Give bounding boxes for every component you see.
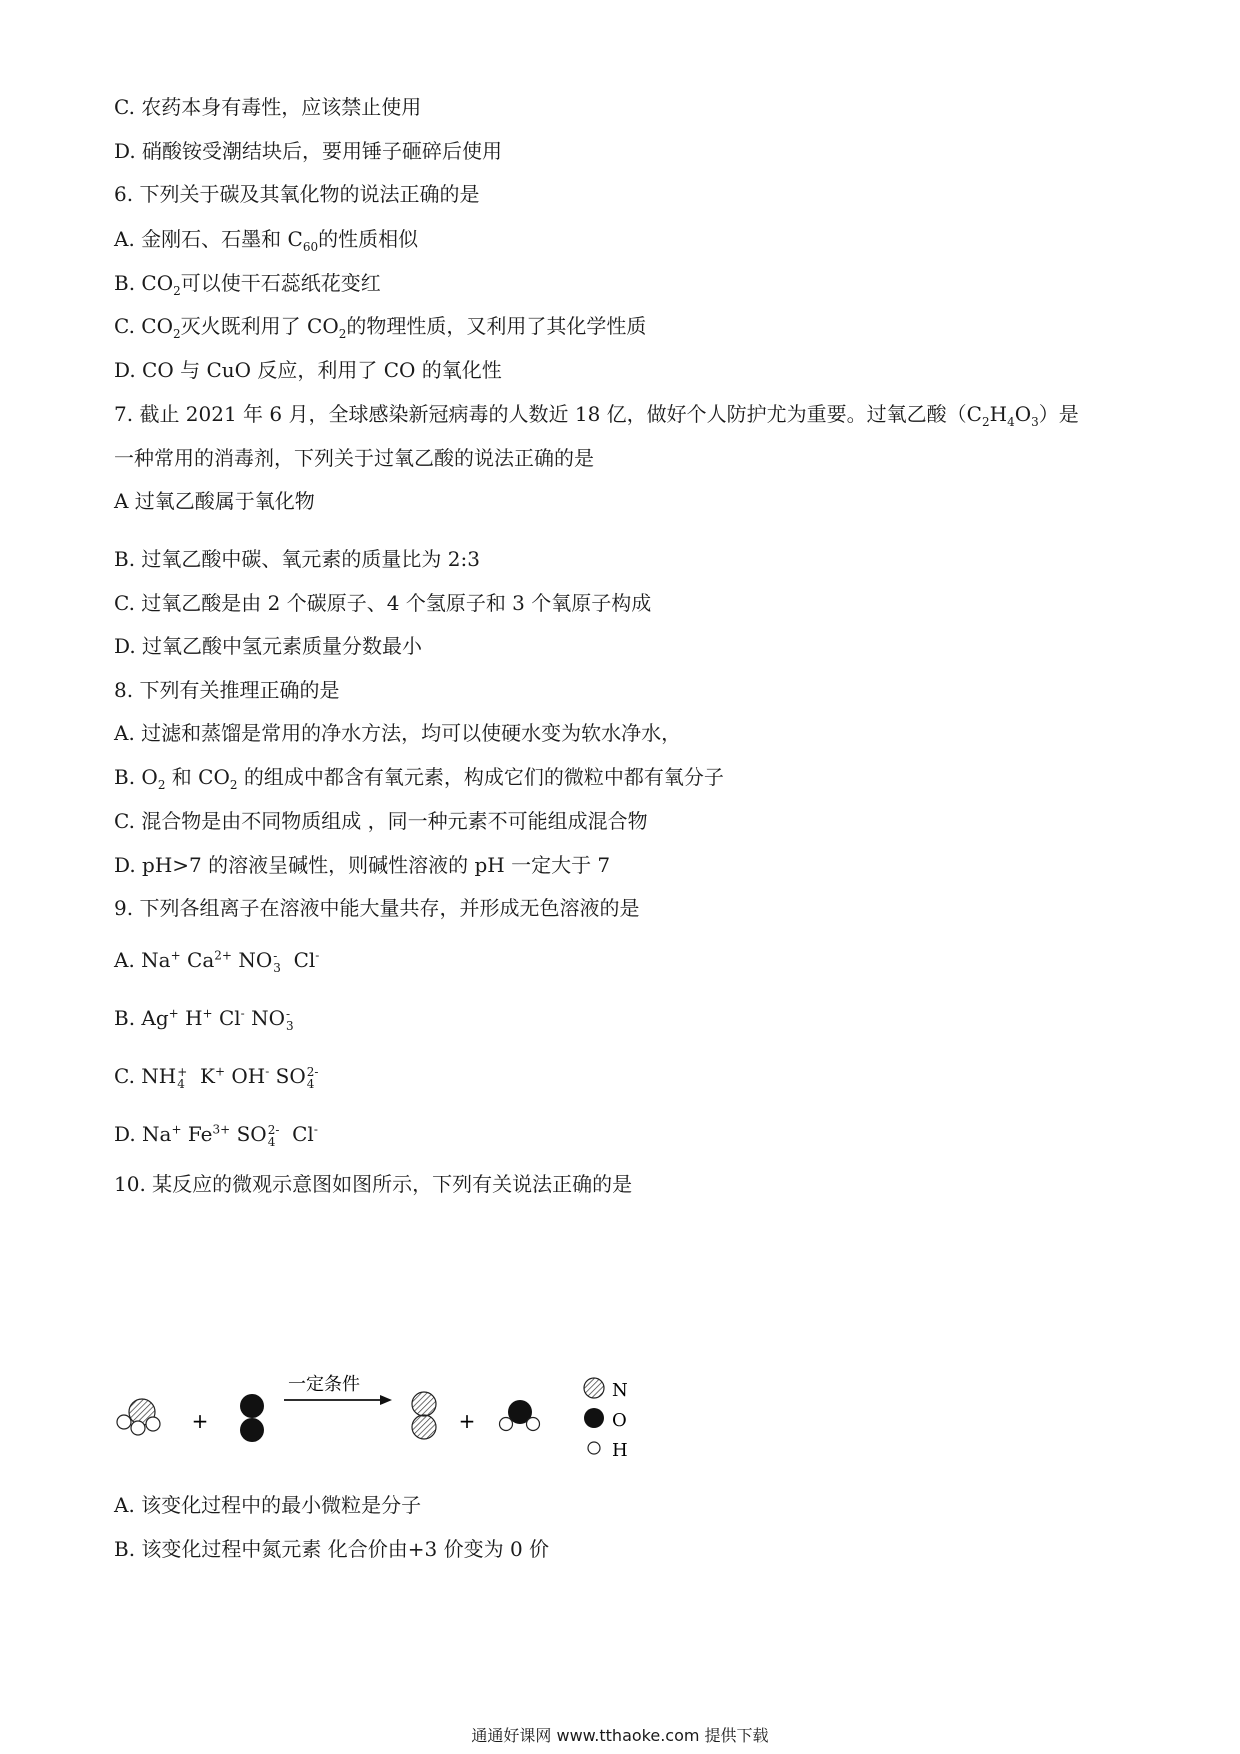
option-9b: B. Ag+ H+ Cl- NO - 3 — [114, 1006, 294, 1033]
question-6: 6. 下列关于碳及其氧化物的说法正确的是 — [114, 182, 480, 206]
option-7a: A 过氧乙酸属于氧化物 — [114, 489, 315, 513]
hydrogen-atom-icon — [588, 1442, 600, 1454]
question-10: 10. 某反应的微观示意图如图所示，下列有关说法正确的是 — [114, 1172, 633, 1196]
option-6a: A. 金刚石、石墨和 $C_{60}$的性质相似 — [114, 227, 419, 254]
option-5c: C. 农药本身有毒性，应该禁止使用 — [114, 95, 422, 119]
option-7c: C. 过氧乙酸是由 2 个碳原子、4 个氢原子和 3 个氧原子构成 — [114, 591, 652, 615]
legend — [584, 1378, 628, 1461]
option-6d: D. CO 与 CuO 反应，利用了 CO 的氧化性 — [114, 358, 502, 382]
n2-molecule-icon — [412, 1392, 436, 1439]
option-8c: C. 混合物是由不同物质组成 ，同一种元素不可能组成混合物 — [114, 809, 648, 833]
h2o-molecule-icon — [500, 1400, 540, 1431]
question-9: 9. 下列各组离子在溶液中能大量共存，并形成无色溶液的是 — [114, 896, 640, 920]
option-9a: A. Na+ $Ca^{2+}$ NO - 3 Cl- — [114, 948, 320, 975]
plus-sign-2: + — [458, 1409, 476, 1433]
legend-n: N — [612, 1380, 628, 1401]
option-10b: B. 该变化过程中氮元素 化合价由+3 价变为 0 价 — [114, 1537, 550, 1561]
option-9c: C. NH + 4 K+ OH- SO 2- 4 — [114, 1064, 319, 1091]
page-footer: 通通好课网 www.tthaoke.com 提供下载 — [471, 1726, 769, 1745]
option-8d: D. pH>7 的溶液呈碱性，则碱性溶液的 pH 一定大于 7 — [114, 853, 611, 877]
option-8b: B. $O_2$ 和 $CO_2$ 的组成中都含有氧元素，构成它们的微粒中都有氧分子 — [114, 765, 724, 792]
option-8a: A. 过滤和蒸馏是常用的净水方法，均可以使硬水变为软水净水， — [114, 721, 682, 745]
question-7-line2: 一种常用的消毒剂，下列关于过氧乙酸的说法正确的是 — [114, 446, 594, 470]
arrow-head-icon — [380, 1395, 392, 1405]
option-10a: A. 该变化过程中的最小微粒是分子 — [114, 1493, 422, 1517]
reaction-condition: 一定条件 — [288, 1374, 360, 1395]
question-7-line1: 7. 截止 2021 年 6 月，全球感染新冠病毒的人数近 18 亿，做好个人防护尤为重要。过氧乙酸$(C_2H_4O_3)$是 — [114, 402, 1079, 429]
nh3-molecule-icon — [117, 1399, 160, 1435]
option-5d: D. 硝酸铵受潮结块后，要用锤子砸碎后使用 — [114, 139, 503, 163]
option-7d: D. 过氧乙酸中氢元素质量分数最小 — [114, 634, 423, 658]
legend-h: H — [612, 1440, 628, 1461]
legend-o: O — [612, 1410, 627, 1431]
nitrogen-atom-icon — [584, 1378, 604, 1398]
option-7b: B. 过氧乙酸中碳、氧元素的质量比为 2:3 — [114, 547, 480, 571]
option-6c: C. $CO_2$灭火既利用了 $CO_2$的物理性质，又利用了其化学性质 — [114, 314, 647, 341]
plus-sign-1: + — [191, 1409, 209, 1433]
o2-molecule-icon — [240, 1394, 264, 1442]
question-8: 8. 下列有关推理正确的是 — [114, 678, 340, 702]
option-6b: B. $CO_2$可以使干石蕊纸花变红 — [114, 271, 381, 298]
option-9d: D. Na+ $Fe^{3+}$ SO 2- 4 Cl- — [114, 1122, 318, 1149]
reaction-diagram — [112, 1368, 672, 1478]
oxygen-atom-icon — [584, 1408, 604, 1428]
